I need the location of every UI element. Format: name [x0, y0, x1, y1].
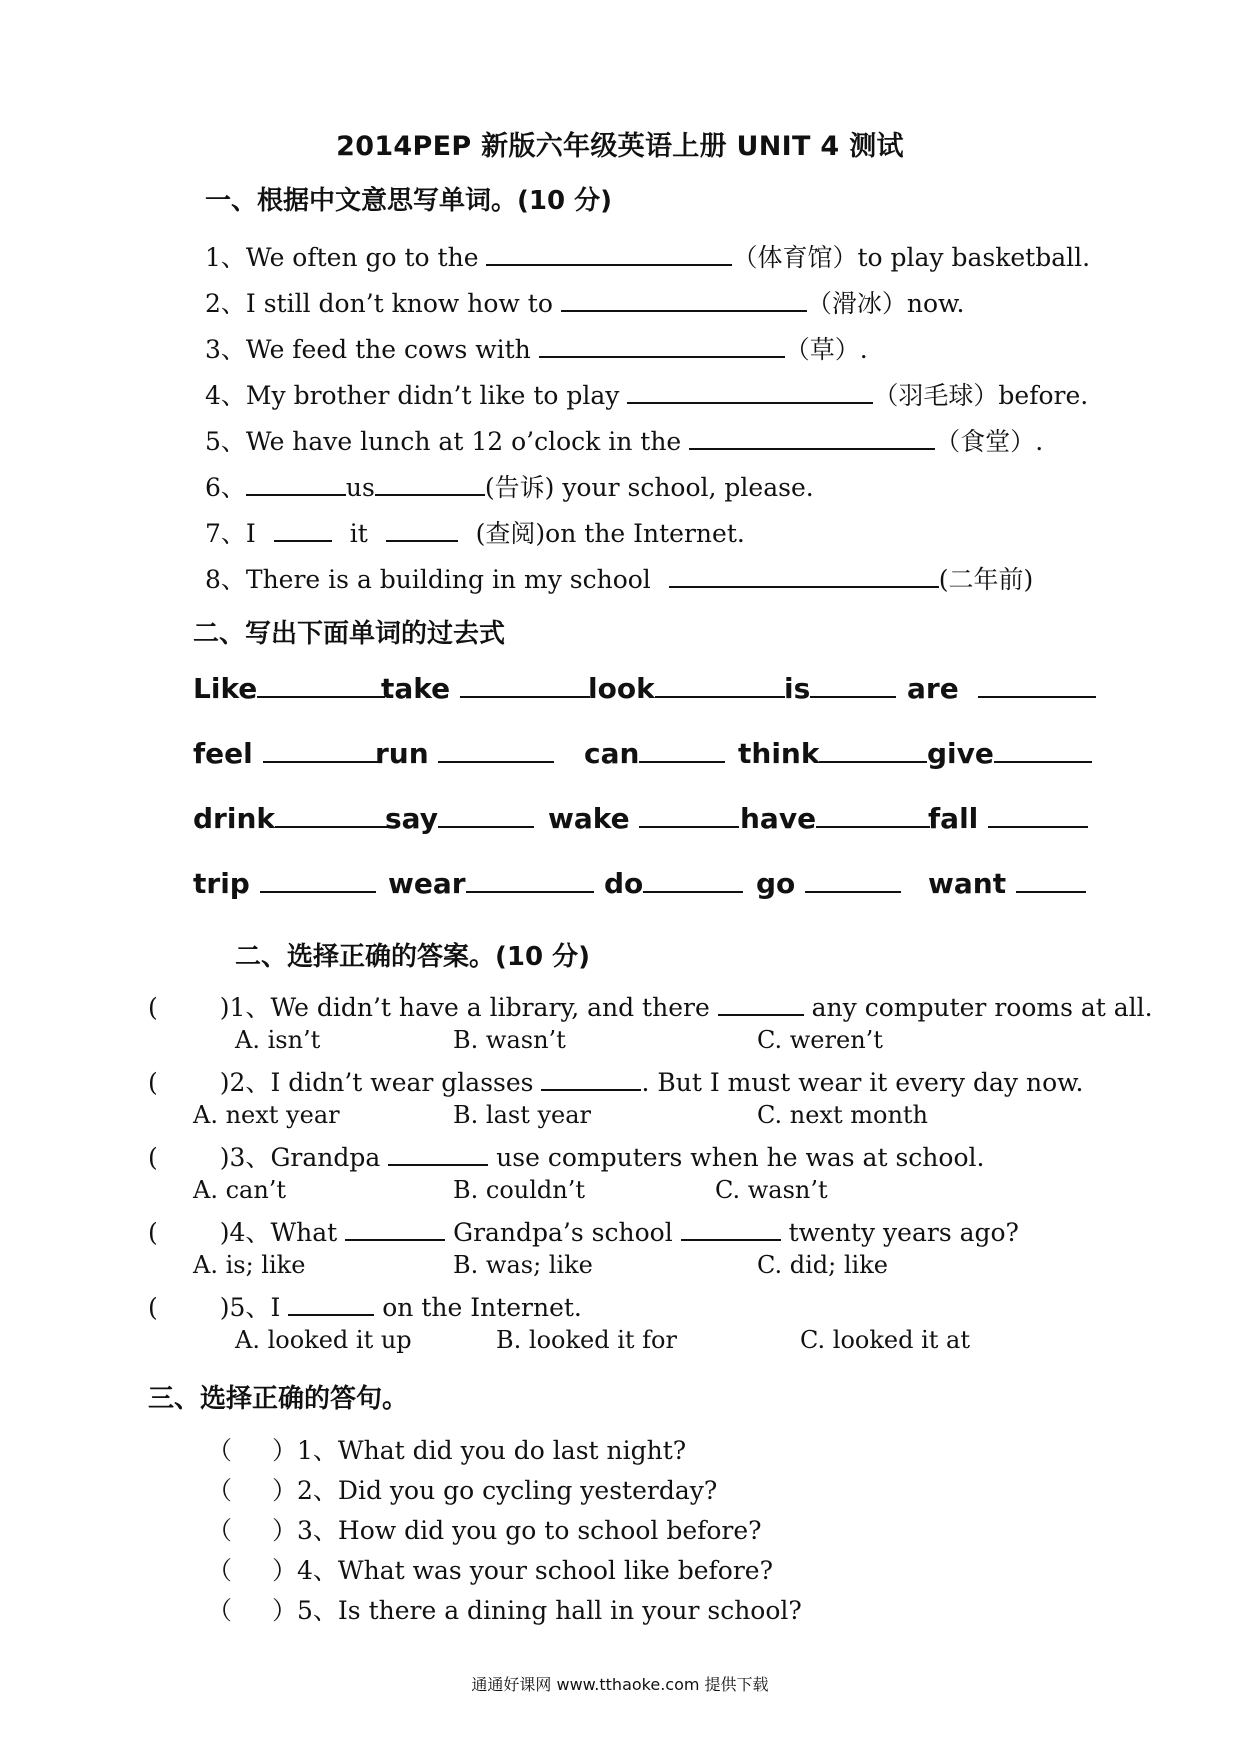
- mc-question-2: [148, 1063, 1084, 1099]
- question-text: Grandpa’s school: [453, 1218, 673, 1247]
- answer-bracket-open: (: [148, 1143, 158, 1172]
- fill-item-2: [205, 284, 964, 320]
- verb-item: fall: [928, 802, 1088, 835]
- answer-item-3: [207, 1511, 762, 1547]
- option-a[interactable]: A. isn’t: [235, 1026, 321, 1054]
- page-title: 2014PEP 新版六年级英语上册 UNIT 4 测试: [336, 131, 904, 162]
- verb-item: wake: [548, 802, 739, 835]
- item-number: 7、: [205, 519, 246, 548]
- answer-blank[interactable]: [994, 760, 1092, 763]
- verb-item: think: [738, 737, 927, 770]
- question-text: on the Internet.: [382, 1293, 582, 1322]
- option-b[interactable]: B. couldn’t: [453, 1176, 586, 1204]
- item-number: 8、: [205, 565, 246, 594]
- answer-blank[interactable]: [263, 760, 381, 763]
- answer-blank[interactable]: [816, 825, 930, 828]
- answer-bracket-open: （: [207, 1596, 233, 1625]
- answer-item-5: [207, 1591, 802, 1627]
- item-text: We have lunch at 12 o’clock in the: [245, 427, 682, 456]
- answer-blank[interactable]: [639, 760, 725, 763]
- item-text: I: [245, 519, 256, 548]
- question-text: ）2、Did you go cycling yesterday?: [272, 1476, 718, 1505]
- option-a[interactable]: A. next year: [193, 1101, 340, 1129]
- section3-heading: 二、选择正确的答案。(10 分): [235, 942, 590, 972]
- answer-blank[interactable]: [460, 695, 590, 698]
- answer-blank[interactable]: [819, 760, 927, 763]
- item-number: 3、: [205, 335, 246, 364]
- section2-heading: 二、写出下面单词的过去式: [193, 619, 506, 649]
- question-number: )4、: [219, 1218, 271, 1247]
- item-text: .: [1035, 427, 1044, 456]
- item-text: There is a building in my school: [245, 565, 651, 594]
- item-number: 1、: [205, 243, 246, 272]
- verb-item: trip: [193, 867, 376, 900]
- mc-question-1: [148, 988, 1153, 1024]
- answer-blank[interactable]: [627, 401, 873, 404]
- verb-item: Like: [193, 672, 385, 705]
- answer-bracket-open: (: [148, 1068, 158, 1097]
- question-number: )1、: [219, 993, 271, 1022]
- question-text: ）1、What did you do last night?: [272, 1436, 687, 1465]
- verb-item: say: [385, 802, 534, 835]
- section1-heading: 一、根据中文意思写单词。(10 分): [205, 186, 612, 216]
- item-text: us: [345, 473, 375, 502]
- question-number: )5、: [219, 1293, 271, 1322]
- option-b[interactable]: B. wasn’t: [453, 1026, 566, 1054]
- chinese-hint: （体育馆）: [732, 243, 858, 272]
- chinese-hint: （羽毛球）: [873, 381, 999, 410]
- fill-item-4: [205, 376, 1088, 412]
- verb-item: drink: [193, 802, 391, 835]
- option-b[interactable]: B. last year: [453, 1101, 592, 1129]
- option-c[interactable]: C. looked it at: [800, 1326, 970, 1354]
- answer-bracket-open: （: [207, 1556, 233, 1585]
- answer-item-4: [207, 1551, 773, 1587]
- answer-blank[interactable]: [639, 825, 739, 828]
- answer-blank[interactable]: [438, 760, 554, 763]
- answer-blank[interactable]: [274, 539, 332, 542]
- verb-item: wear: [388, 867, 594, 900]
- answer-blank[interactable]: [438, 825, 534, 828]
- answer-blank[interactable]: [260, 890, 376, 893]
- item-text: on the Internet.: [545, 519, 745, 548]
- item-number: 2、: [205, 289, 246, 318]
- verb-item: have: [740, 802, 930, 835]
- verb-row-3: [193, 802, 1093, 842]
- question-text: ）3、How did you go to school before?: [272, 1516, 762, 1545]
- answer-blank[interactable]: [718, 1013, 804, 1016]
- answer-bracket-open: (: [148, 1293, 158, 1322]
- answer-blank[interactable]: [257, 695, 385, 698]
- answer-blank[interactable]: [275, 825, 391, 828]
- section4-heading: 三、选择正确的答句。: [148, 1384, 409, 1414]
- item-number: 6、: [205, 473, 246, 502]
- chinese-hint: （草）: [784, 335, 860, 364]
- item-text: your school, please.: [562, 473, 814, 502]
- question-text: ）4、What was your school like before?: [272, 1556, 773, 1585]
- fill-item-7: [205, 514, 745, 550]
- chinese-hint: (查阅): [475, 519, 546, 548]
- option-c[interactable]: C. weren’t: [757, 1026, 883, 1054]
- fill-item-3: [205, 330, 868, 366]
- answer-blank[interactable]: [466, 890, 594, 893]
- answer-bracket-open: (: [148, 993, 158, 1022]
- chinese-hint: (二年前): [938, 565, 1034, 594]
- verb-row-4: [193, 867, 1093, 907]
- answer-bracket-open: （: [207, 1516, 233, 1545]
- item-text: .: [859, 335, 868, 364]
- question-text: Grandpa: [270, 1143, 381, 1172]
- verb-item: go: [756, 867, 901, 900]
- answer-blank[interactable]: [246, 493, 346, 496]
- answer-bracket-open: （: [207, 1436, 233, 1465]
- answer-blank[interactable]: [486, 263, 732, 266]
- verb-item: do: [604, 867, 743, 900]
- answer-item-2: [207, 1471, 717, 1507]
- option-a[interactable]: A. is; like: [193, 1251, 306, 1279]
- answer-blank[interactable]: [345, 1238, 445, 1241]
- mc-question-3: [148, 1138, 984, 1174]
- verb-item: take: [381, 672, 590, 705]
- item-number: 5、: [205, 427, 246, 456]
- answer-blank[interactable]: [681, 1238, 781, 1241]
- answer-blank[interactable]: [655, 695, 785, 698]
- verb-row-1: [193, 672, 1093, 712]
- verb-item: are: [907, 672, 1096, 705]
- answer-blank[interactable]: [810, 695, 896, 698]
- answer-blank[interactable]: [539, 355, 785, 358]
- item-text: before.: [998, 381, 1089, 410]
- verb-item: feel: [193, 737, 381, 770]
- fill-item-5: [205, 422, 1043, 458]
- verb-row-2: [193, 737, 1093, 777]
- footer-credit: 通通好课网 www.tthaoke.com 提供下载: [471, 1675, 769, 1694]
- option-c[interactable]: C. wasn’t: [715, 1176, 828, 1204]
- answer-blank[interactable]: [978, 695, 1096, 698]
- option-b[interactable]: B. looked it for: [496, 1326, 677, 1354]
- fill-item-6: [205, 468, 814, 504]
- item-text: it: [349, 519, 368, 548]
- question-number: )3、: [219, 1143, 271, 1172]
- answer-blank[interactable]: [805, 890, 901, 893]
- answer-blank[interactable]: [288, 1313, 374, 1316]
- answer-blank[interactable]: [669, 585, 939, 588]
- answer-blank[interactable]: [689, 447, 935, 450]
- question-text: We didn’t have a library, and there: [270, 993, 710, 1022]
- chinese-hint: (告诉): [484, 473, 555, 502]
- answer-blank[interactable]: [1016, 890, 1086, 893]
- verb-item: want: [928, 867, 1086, 900]
- verb-item: run: [375, 737, 554, 770]
- verb-item: give: [927, 737, 1092, 770]
- verb-item: look: [588, 672, 785, 705]
- question-text: any computer rooms at all.: [811, 993, 1153, 1022]
- fill-item-1: [205, 238, 1090, 274]
- question-text: I didn’t wear glasses: [270, 1068, 534, 1097]
- answer-blank[interactable]: [388, 1163, 488, 1166]
- question-text: . But I must wear it every day now.: [641, 1068, 1084, 1097]
- question-number: )2、: [219, 1068, 271, 1097]
- answer-blank[interactable]: [386, 539, 458, 542]
- fill-item-8: [205, 560, 1033, 596]
- option-c[interactable]: C. next month: [757, 1101, 928, 1129]
- option-c[interactable]: C. did; like: [757, 1251, 888, 1279]
- answer-bracket-open: (: [148, 1218, 158, 1247]
- question-text: What: [270, 1218, 338, 1247]
- answer-blank[interactable]: [561, 309, 807, 312]
- mc-question-5: [148, 1288, 582, 1324]
- question-text: I: [270, 1293, 281, 1322]
- question-text: twenty years ago?: [788, 1218, 1019, 1247]
- answer-blank[interactable]: [988, 825, 1088, 828]
- option-a[interactable]: A. looked it up: [235, 1326, 412, 1354]
- question-text: ）5、Is there a dining hall in your school?: [272, 1596, 802, 1625]
- verb-item: is: [784, 672, 896, 705]
- chinese-hint: （滑冰）: [806, 289, 907, 318]
- item-number: 4、: [205, 381, 246, 410]
- chinese-hint: （食堂）: [935, 427, 1036, 456]
- item-text: I still don’t know how to: [245, 289, 553, 318]
- item-text: We feed the cows with: [245, 335, 531, 364]
- item-text: My brother didn’t like to play: [245, 381, 620, 410]
- answer-blank[interactable]: [541, 1088, 641, 1091]
- answer-bracket-open: （: [207, 1476, 233, 1505]
- question-text: use computers when he was at school.: [496, 1143, 985, 1172]
- option-b[interactable]: B. was; like: [453, 1251, 593, 1279]
- answer-blank[interactable]: [375, 493, 485, 496]
- answer-blank[interactable]: [643, 890, 743, 893]
- option-a[interactable]: A. can’t: [193, 1176, 287, 1204]
- item-text: now.: [906, 289, 965, 318]
- verb-item: can: [584, 737, 725, 770]
- item-text: to play basketball.: [857, 243, 1091, 272]
- answer-item-1: [207, 1431, 686, 1467]
- mc-question-4: [148, 1213, 1019, 1249]
- item-text: We often go to the: [245, 243, 479, 272]
